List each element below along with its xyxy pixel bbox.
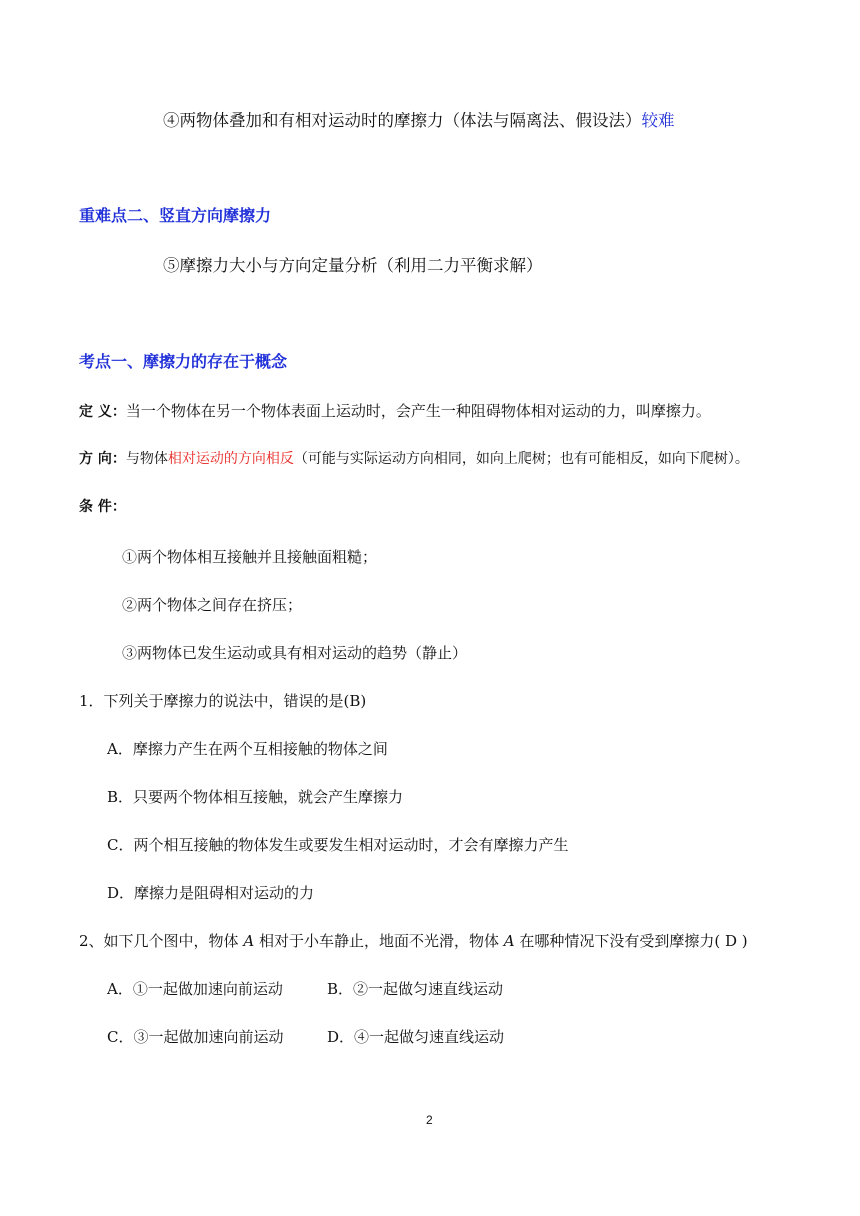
page-number: 2 [426, 1113, 433, 1127]
question-2-stem-mid: 相对于小车静止，地面不光滑，物体 [254, 932, 504, 950]
definition-line [79, 401, 711, 422]
question-2-stem-pre: 2、如下几个图中，物体 [79, 932, 244, 950]
question-2-stem-post: 在哪种情况下没有受到摩擦力( D ) [514, 932, 748, 950]
object-variable: A [243, 932, 255, 950]
direction-line [79, 449, 749, 469]
definition-label: 定 义： [79, 404, 126, 420]
direction-pre: 与物体 [125, 451, 168, 467]
direction-label: 方 向： [79, 451, 126, 467]
question-1-option: B．只要两个物体相互接触，就会产生摩擦力 [107, 788, 404, 806]
direction-post: （可能与实际运动方向相同，如向上爬树；也有可能相反，如向下爬树）。 [293, 451, 749, 467]
question-1-stem: 1．下列关于摩擦力的说法中，错误的是(B) [79, 692, 367, 710]
question-1-option: C．两个相互接触的物体发生或要发生相对运动时，才会有摩擦力产生 [107, 836, 569, 854]
question-2-option: B．②一起做匀速直线运动 [327, 980, 504, 998]
kaodian-1-heading: 考点一、摩擦力的存在于概念 [79, 352, 288, 371]
conditions-label: 条 件： [79, 499, 126, 515]
condition-item: ③两物体已发生运动或具有相对运动的趋势（静止） [122, 644, 468, 662]
item-4 [163, 111, 675, 131]
condition-item: ①两个物体相互接触并且接触面粗糙； [122, 548, 378, 566]
question-1-option: A．摩擦力产生在两个互相接触的物体之间 [107, 740, 388, 758]
question-2-stem [79, 931, 748, 951]
question-2-option: D．④一起做匀速直线运动 [327, 1028, 505, 1046]
item-4-text: ④两物体叠加和有相对运动时的摩擦力（体法与隔离法、假设法） [163, 111, 642, 130]
object-variable: A [503, 932, 515, 950]
direction-highlight: 相对运动的方向相反 [167, 451, 294, 467]
definition-text: 当一个物体在另一个物体表面上运动时，会产生一种阻碍物体相对运动的力，叫摩擦力。 [125, 402, 711, 420]
question-1-option: D．摩擦力是阻碍相对运动的力 [107, 884, 315, 902]
difficulty-tag: 较难 [641, 111, 675, 130]
question-2-option: A．①一起做加速向前运动 [107, 980, 283, 998]
section-heading-2: 重难点二、竖直方向摩擦力 [79, 206, 272, 225]
condition-item: ②两个物体之间存在挤压； [122, 596, 303, 614]
item-5: ⑤摩擦力大小与方向定量分析（利用二力平衡求解） [163, 256, 543, 275]
question-2-option: C．③一起做加速向前运动 [107, 1028, 284, 1046]
